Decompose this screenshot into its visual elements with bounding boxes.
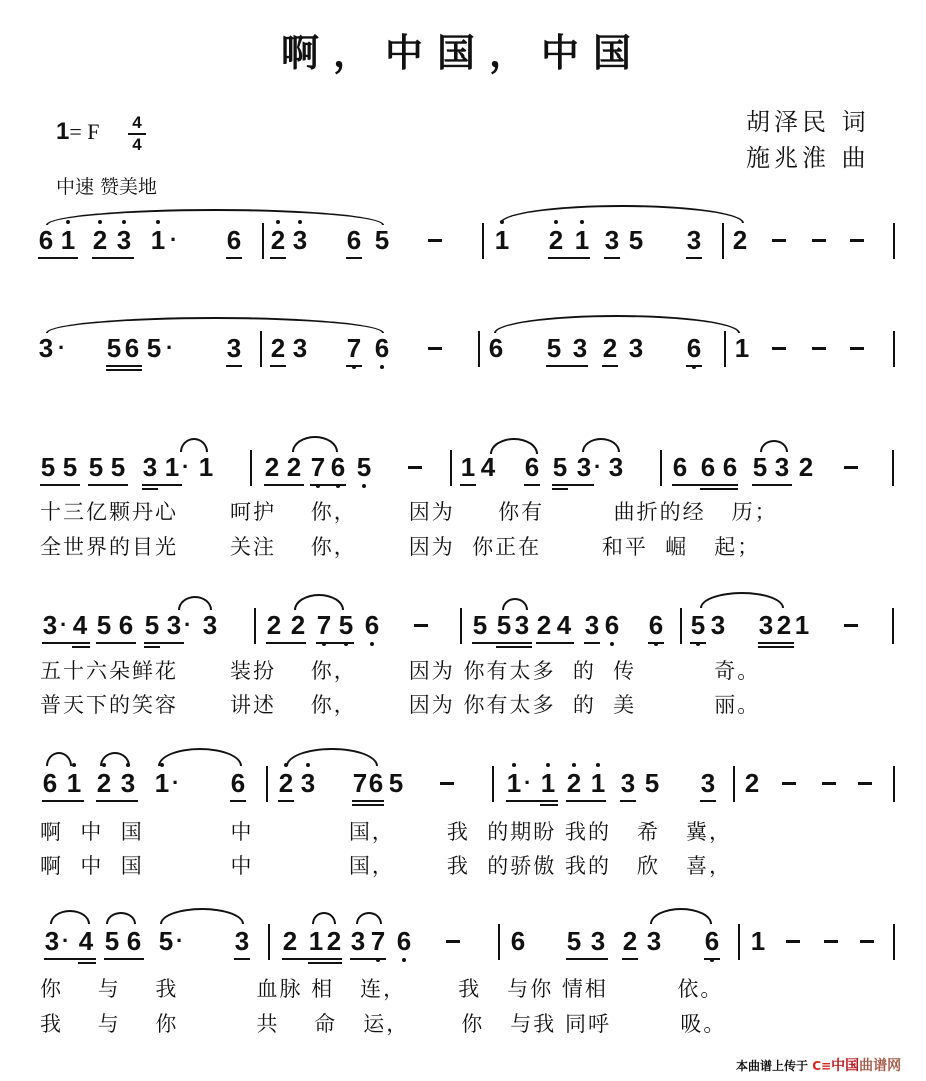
time-bottom: 4 <box>132 135 142 154</box>
site-logo-qp[interactable]: 曲谱网 <box>859 1058 902 1074</box>
key-value: = F <box>69 119 100 144</box>
lyrics-line-4-verse-2: 普天下的笑容 讲述 你， 因为 你有太多 的 美 丽。 <box>40 693 761 717</box>
lyricist: 胡泽民 词 <box>746 108 870 136</box>
key-do: 1 <box>56 118 70 145</box>
score-line-1: 6 1 2 3 1 · 6 2 3 6 5 1 2 1 3 5 3 2 <box>0 225 926 265</box>
lyrics-line-4-verse-1: 五十六朵鲜花 装扮 你， 因为 你有太多 的 传 奇。 <box>40 659 761 683</box>
composer: 施兆淮 曲 <box>746 144 870 172</box>
site-logo-icon: C≡ <box>812 1059 832 1073</box>
score-line-2: 3 · 5 6 5 · 3 2 3 7 6 6 5 3 2 3 6 1 <box>0 333 926 373</box>
tempo-marking: 中速 赞美地 <box>56 176 158 198</box>
lyrics-line-5-verse-2: 啊 中 国 中 国， 我 的骄傲 我的 欣 喜， <box>40 854 733 878</box>
score-line-3: 5 5 5 5 3 1 · 1 2 2 7 6 5 1 4 6 5 3 · 3 6 6 6 5 3 2 <box>0 452 926 492</box>
lyrics-line-3-verse-1: 十三亿颗丹心 呵护 你， 因为 你有 曲折的经 历； <box>40 500 778 524</box>
song-title: 啊，中国，中国 <box>280 30 645 75</box>
score-line-5: 6 1 2 3 1 · 6 2 3 7 6 5 1 · 1 2 1 3 5 3 2 <box>0 768 926 808</box>
credits <box>746 104 870 176</box>
lyrics-line-5-verse-1: 啊 中 国 中 国， 我 的期盼 我的 希 冀， <box>40 820 733 844</box>
upload-credit <box>736 1055 901 1075</box>
time-top: 4 <box>132 113 142 132</box>
key-signature <box>56 118 100 146</box>
lyrics-line-6-verse-1: 你 与 我 血脉 相 连， 我 与你 情相 依。 <box>40 977 724 1001</box>
lyrics-line-6-verse-2: 我 与 你 共 命 运， 你 与我 同呼 吸。 <box>40 1012 727 1036</box>
site-logo-cn[interactable]: 中国 <box>831 1058 860 1074</box>
upload-text: 本曲谱上传于 <box>736 1059 809 1073</box>
lyrics-line-3-verse-2: 全世界的目光 关注 你， 因为 你正在 和平 崛 起； <box>40 535 761 559</box>
score-line-4: 3 · 4 5 6 5 3 · 3 2 2 7 5 6 5 5 3 2 4 3 6 6 5 3 3 2 1 <box>0 610 926 650</box>
time-signature <box>128 114 146 154</box>
score-line-6: 3 · 4 5 6 5 · 3 2 1 2 3 7 6 6 5 3 2 3 6 1 <box>0 926 926 966</box>
